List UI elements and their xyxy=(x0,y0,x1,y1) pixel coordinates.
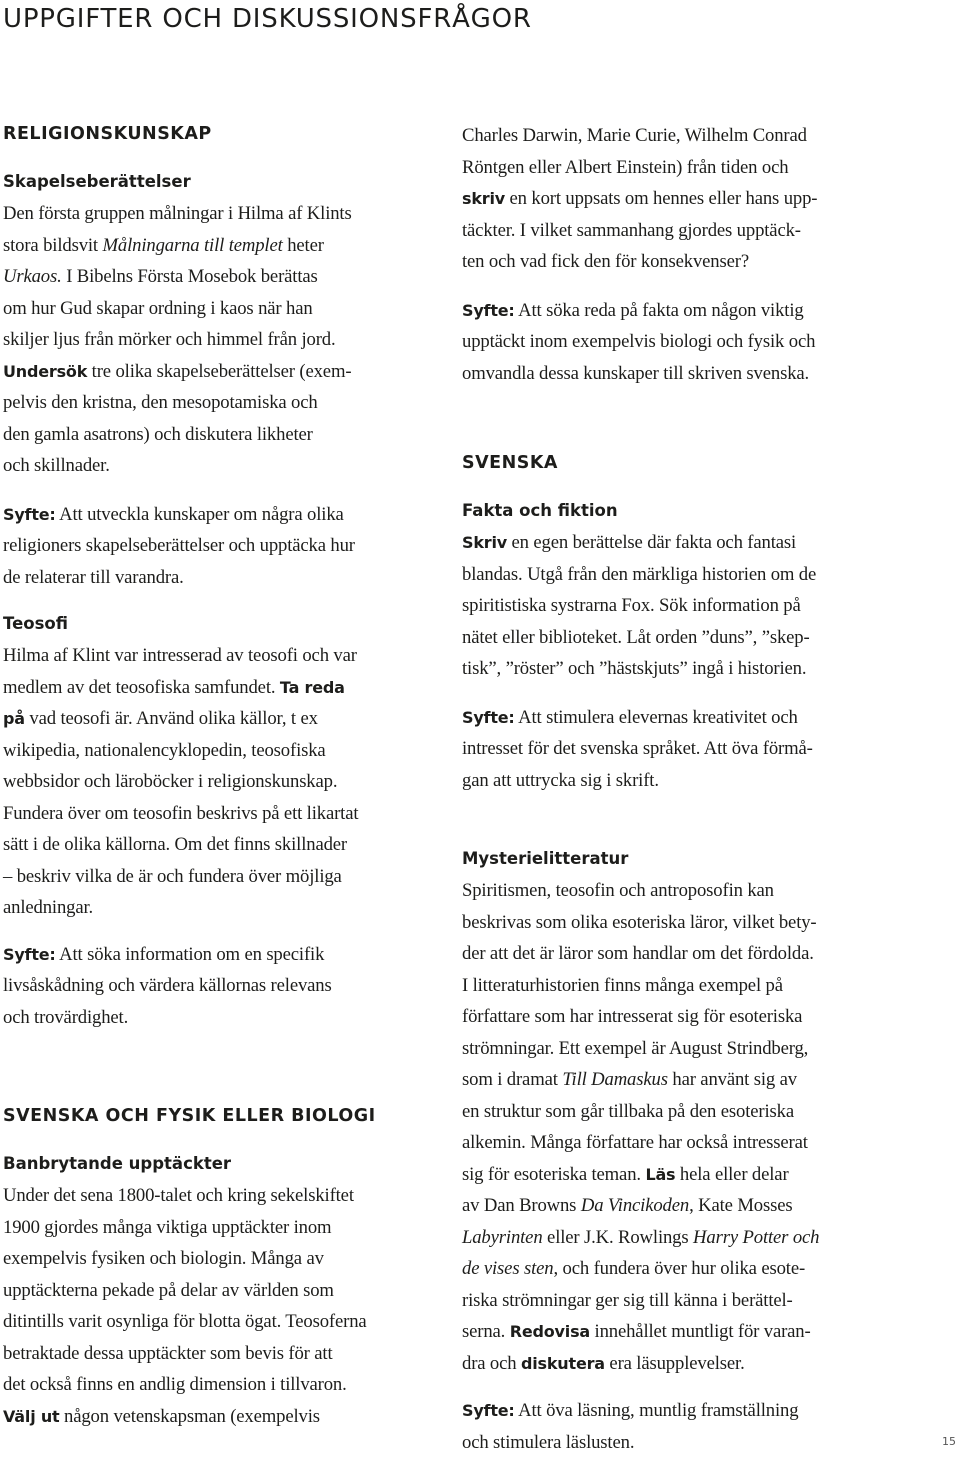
text-line: som i dramat Till Damaskus har använt sig av xyxy=(462,1064,902,1096)
text-line: wikipedia, nationalencyklopedin, teosofiska xyxy=(3,735,433,767)
section-heading-svenska: SVENSKA xyxy=(462,449,902,477)
text-line: Den första gruppen målningar i Hilma af Klints xyxy=(3,198,433,230)
syfte-mysterielitteratur xyxy=(462,1395,902,1458)
text-line: religioners skapelseberättelser och upptäcka hur xyxy=(3,530,433,562)
syfte-upptackter xyxy=(462,295,902,390)
text-line: spiritistiska systrarna Fox. Sök information på xyxy=(462,590,902,622)
text-line: Syfte: Att öva läsning, muntlig framställning xyxy=(462,1395,902,1427)
text-line: strömningar. Ett exempel är August Strindberg, xyxy=(462,1033,902,1065)
text-line: der att det är läror som handlar om det fördolda. xyxy=(462,938,902,970)
text-line: Röntgen eller Albert Einstein) från tiden och xyxy=(462,152,902,184)
text-line: pelvis den kristna, den mesopotamiska och xyxy=(3,387,433,419)
paragraph-skapelseberattelser xyxy=(3,198,433,482)
subheading-skapelseberattelser: Skapelseberättelser xyxy=(3,166,433,198)
paragraph-upptackter-continued xyxy=(462,120,902,278)
text-line: och trovärdighet. xyxy=(3,1002,433,1034)
text-line: av Dan Browns Da Vincikoden, Kate Mosses xyxy=(462,1190,902,1222)
text-line: de relaterar till varandra. xyxy=(3,562,433,594)
text-line: ten och vad fick den för konsekvenser? xyxy=(462,246,902,278)
text-line: beskrivas som olika esoteriska läror, vilket bety- xyxy=(462,907,902,939)
text-line: de vises sten, och fundera över hur olika esote- xyxy=(462,1253,902,1285)
subheading-mysterielitteratur: Mysterielitteratur xyxy=(462,843,902,875)
subheading-banbrytande-upptackter: Banbrytande upptäckter xyxy=(3,1148,433,1180)
subheading-teosofi: Teosofi xyxy=(3,608,433,640)
syfte-fakta-och-fiktion xyxy=(462,702,902,797)
text-line: och skillnader. xyxy=(3,450,433,482)
text-line: täckter. I vilket sammanhang gjordes upptäck- xyxy=(462,215,902,247)
text-line: dra och diskutera era läsupplevelser. xyxy=(462,1348,902,1380)
text-line: intresset för det svenska språket. Att öva förmå- xyxy=(462,733,902,765)
text-line: sig för esoteriska teman. Läs hela eller delar xyxy=(462,1159,902,1191)
paragraph-teosofi xyxy=(3,640,433,924)
text-line: Välj ut någon vetenskapsman (exempelvis xyxy=(3,1401,433,1433)
text-line: upptäckterna pekade på delar av världen som xyxy=(3,1275,433,1307)
text-line: och stimulera läslusten. xyxy=(462,1427,902,1458)
text-line: blandas. Utgå från den märkliga historien om de xyxy=(462,559,902,591)
text-line: omvandla dessa kunskaper till skriven svenska. xyxy=(462,358,902,390)
text-line: ditintills varit osynliga för blotta ögat. Teosoferna xyxy=(3,1306,433,1338)
text-line: livsåskådning och värdera källornas relevans xyxy=(3,970,433,1002)
text-line: författare som har intresserat sig för esoteriska xyxy=(462,1001,902,1033)
section-heading-religionskunskap: RELIGIONSKUNSKAP xyxy=(3,120,433,148)
text-line: serna. Redovisa innehållet muntligt för varan- xyxy=(462,1316,902,1348)
section-heading-svenska-fysik-biologi: SVENSKA OCH FYSIK ELLER BIOLOGI xyxy=(3,1102,433,1130)
text-line: skriv en kort uppsats om hennes eller hans upp- xyxy=(462,183,902,215)
text-line: exempelvis fysiken och biologin. Många av xyxy=(3,1243,433,1275)
text-line: Charles Darwin, Marie Curie, Wilhelm Conrad xyxy=(462,120,902,152)
text-line: det också finns en andlig dimension i tillvaron. xyxy=(3,1369,433,1401)
text-line: stora bildsvit Målningarna till templet heter xyxy=(3,230,433,262)
text-line: den gamla asatrons) och diskutera likheter xyxy=(3,419,433,451)
text-line: 1900 gjordes många viktiga upptäckter inom xyxy=(3,1212,433,1244)
text-line: Fundera över om teosofin beskrivs på ett likartat xyxy=(3,798,433,830)
left-column xyxy=(3,120,433,1432)
text-line: Skriv en egen berättelse där fakta och fantasi xyxy=(462,527,902,559)
page-title: UPPGIFTER OCH DISKUSSIONSFRÅGOR xyxy=(3,2,532,36)
page-number: 15 xyxy=(942,1435,956,1448)
text-line: Spiritismen, teosofin och antroposofin kan xyxy=(462,875,902,907)
subheading-fakta-och-fiktion: Fakta och fiktion xyxy=(462,495,902,527)
text-line: om hur Gud skapar ordning i kaos när han xyxy=(3,293,433,325)
syfte-teosofi xyxy=(3,939,433,1034)
text-line: Syfte: Att utveckla kunskaper om några olika xyxy=(3,499,433,531)
text-line: I litteraturhistorien finns många exempel på xyxy=(462,970,902,1002)
text-line: Syfte: Att söka information om en specifik xyxy=(3,939,433,971)
text-line: riska strömningar ger sig till känna i berättel- xyxy=(462,1285,902,1317)
text-line: Urkaos. I Bibelns Första Mosebok berättas xyxy=(3,261,433,293)
text-line: upptäckt inom exempelvis biologi och fysik och xyxy=(462,326,902,358)
syfte-skapelseberattelser xyxy=(3,499,433,594)
text-line: – beskriv vilka de är och fundera över möjliga xyxy=(3,861,433,893)
right-column xyxy=(462,120,902,1458)
text-line: gan att uttrycka sig i skrift. xyxy=(462,765,902,797)
text-line: alkemin. Många författare har också intresserat xyxy=(462,1127,902,1159)
paragraph-mysterielitteratur xyxy=(462,875,902,1379)
text-line: Hilma af Klint var intresserad av teosofi och var xyxy=(3,640,433,672)
text-line: Syfte: Att stimulera elevernas kreativitet och xyxy=(462,702,902,734)
text-line: Undersök tre olika skapelseberättelser (exem- xyxy=(3,356,433,388)
text-line: skiljer ljus från mörker och himmel från jord. xyxy=(3,324,433,356)
text-line: betraktade dessa upptäckter som bevis för att xyxy=(3,1338,433,1370)
text-line: medlem av det teosofiska samfundet. Ta reda xyxy=(3,672,433,704)
text-line: nätet eller biblioteket. Låt orden ”duns”, ”skep- xyxy=(462,622,902,654)
text-line: på vad teosofi är. Använd olika källor, t ex xyxy=(3,703,433,735)
text-line: tisk”, ”röster” och ”hästskjuts” ingå i historien. xyxy=(462,653,902,685)
text-line: Syfte: Att söka reda på fakta om någon viktig xyxy=(462,295,902,327)
text-line: anledningar. xyxy=(3,892,433,924)
text-line: Under det sena 1800-talet och kring sekelskiftet xyxy=(3,1180,433,1212)
text-line: Labyrinten eller J.K. Rowlings Harry Potter och xyxy=(462,1222,902,1254)
text-line: sätt i de olika källorna. Om det finns skillnader xyxy=(3,829,433,861)
text-line: en struktur som går tillbaka på den esoteriska xyxy=(462,1096,902,1128)
text-line: webbsidor och läroböcker i religionskunskap. xyxy=(3,766,433,798)
paragraph-banbrytande-upptackter xyxy=(3,1180,433,1432)
paragraph-fakta-och-fiktion xyxy=(462,527,902,685)
